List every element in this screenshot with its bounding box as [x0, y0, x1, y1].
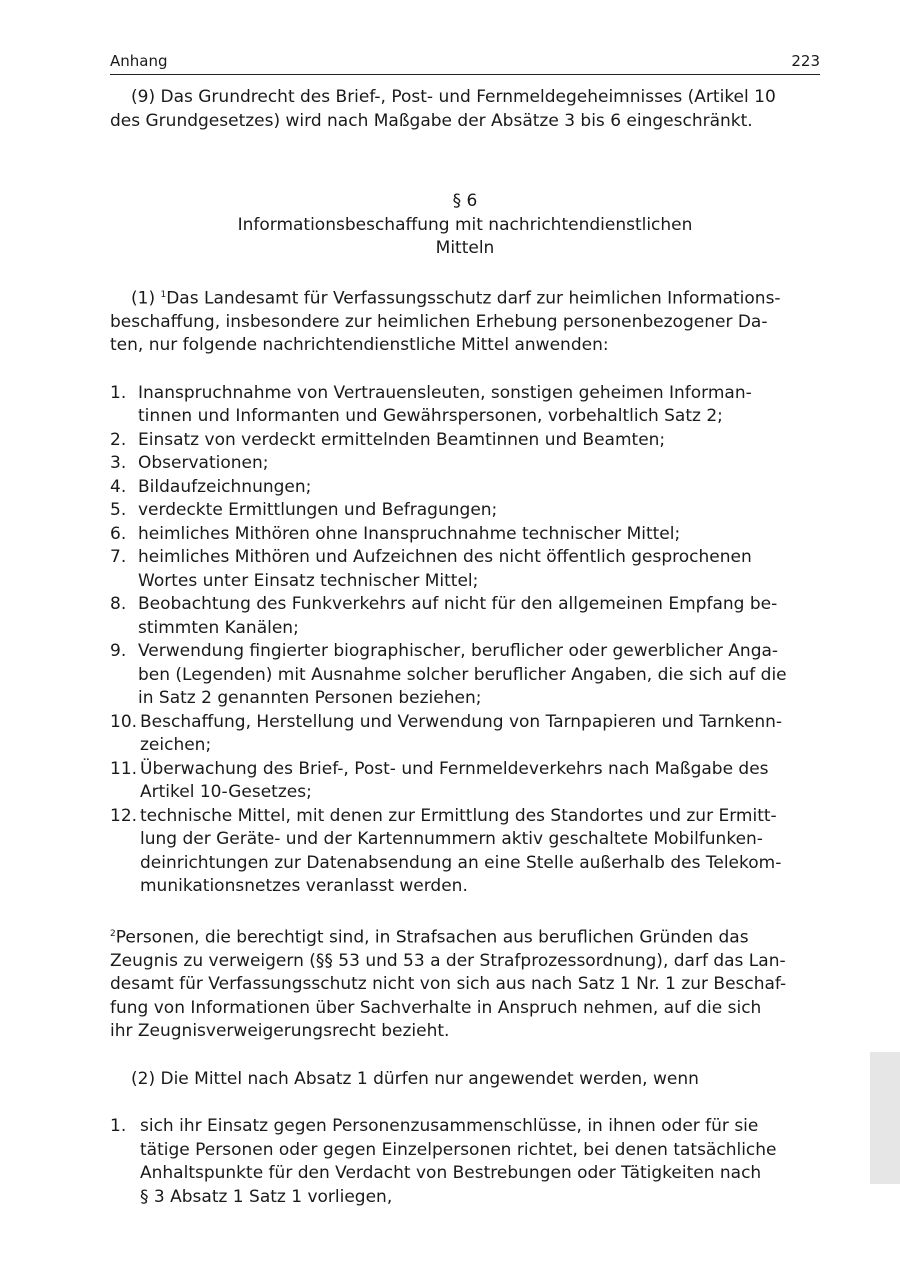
list-item: 6. heimliches Mithören ohne Inanspruchnahme technischer Mittel;: [110, 523, 681, 544]
list-item: 11. Überwachung des Brief-, Post- und Fernmeldeverkehrs nach Maßgabe des Artikel 10-Gesetzes;: [110, 758, 769, 803]
section-title-line: Informationsbeschaffung mit nachrichtendienstlichen: [237, 214, 693, 235]
running-header: [110, 50, 820, 75]
list-item: 4. Bildaufzeichnungen;: [110, 476, 312, 497]
list-item: 1. sich ihr Einsatz gegen Personenzusammenschlüsse, in ihnen oder für sie tätige Personen oder gegen Einzelpersonen richtet, bei denen tatsächliche Anhaltspunkte für den Verdacht von Bestrebungen oder Tätigkeiten nach § 3 Absatz 1 Satz 1 vorliegen,: [110, 1116, 777, 1207]
document-page: [110, 50, 820, 1209]
list-item: 3. Observationen;: [110, 453, 269, 474]
sentence-number: 1: [160, 289, 167, 300]
list-item: 7. heimliches Mithören und Aufzeichnen des nicht öffentlich gesprochenen Wortes unter Einsatz technischer Mittel;: [110, 547, 752, 591]
section-number: § 6: [452, 191, 478, 211]
page-number: 223: [791, 52, 820, 70]
paragraph-9: (9) Das Grundrecht des Brief-, Post- und Fernmeldegeheimnisses (Artikel 10 des Grundgesetzes) wird nach Maßgabe der Absätze 3 bis 6 eingeschränkt.: [110, 87, 776, 131]
list-item: 12. technische Mittel, mit denen zur Ermittlung des Standortes und zur Ermitt- lung der Geräte- und der Kartennummern aktiv geschaltete Mobilfunken- deinrichtungen zur Datenabsendung an eine Stelle außerhalb des Telekom- munikationsnetzes veranlasst werden.: [110, 805, 782, 897]
section-title-line: Mitteln: [435, 238, 495, 258]
sentence-number: 2: [110, 928, 116, 939]
paragraph-1: (1) $^1$Das Landesamt für Verfassungsschutz darf zur heimlichen Informations- beschaffung, insbesondere zur heimlichen Erhebung personenbezogener Da- ten, nur folgende nachrichtendienstliche Mittel anwenden:: [110, 288, 781, 356]
list-item: 1. Inanspruchnahme von Vertrauensleuten, sonstigen geheimen Informan- tinnen und Informanten und Gewährspersonen, vorbehaltlich Satz 2;: [110, 382, 752, 427]
section-heading: [110, 190, 820, 261]
thumb-index-tab: [870, 1052, 900, 1184]
means-list: [110, 382, 820, 899]
list-item: 5. verdeckte Ermittlungen und Befragungen;: [110, 500, 498, 521]
header-title: Anhang: [110, 52, 168, 70]
conditions-list: [110, 1115, 820, 1209]
list-item: 8. Beobachtung des Funkverkehrs auf nicht für den allgemeinen Empfang be- stimmten Kanälen;: [110, 594, 778, 638]
paragraph-2: (2) Die Mittel nach Absatz 1 dürfen nur angewendet werden, wenn: [131, 1068, 699, 1089]
list-item: 9. Verwendung fingierter biographischer, beruflicher oder gewerblicher Anga- ben (Legenden) mit Ausnahme solcher beruflicher Angaben, die sich auf die in Satz 2 genannten Personen beziehen;: [110, 641, 787, 709]
list-item: 10. Beschaffung, Herstellung und Verwendung von Tarnpapieren und Tarnkenn- zeichen;: [110, 711, 783, 756]
list-item: 2. Einsatz von verdeckt ermittelnden Beamtinnen und Beamten;: [110, 429, 666, 450]
sentence-2: $^2$Personen, die berechtigt sind, in Strafsachen aus beruflichen Gründen das Zeugnis zu verweigern (§§ 53 und 53 a der Strafprozessordnung), darf das Lan- desamt für Verfassungsschutz nicht von sich aus nach Satz 1 Nr. 1 zur Beschaf- fung von Informationen über Sachverhalte in Anspruch nehmen, auf die sich ihr Zeugnisverweigerungsrecht bezieht.: [110, 927, 787, 1042]
